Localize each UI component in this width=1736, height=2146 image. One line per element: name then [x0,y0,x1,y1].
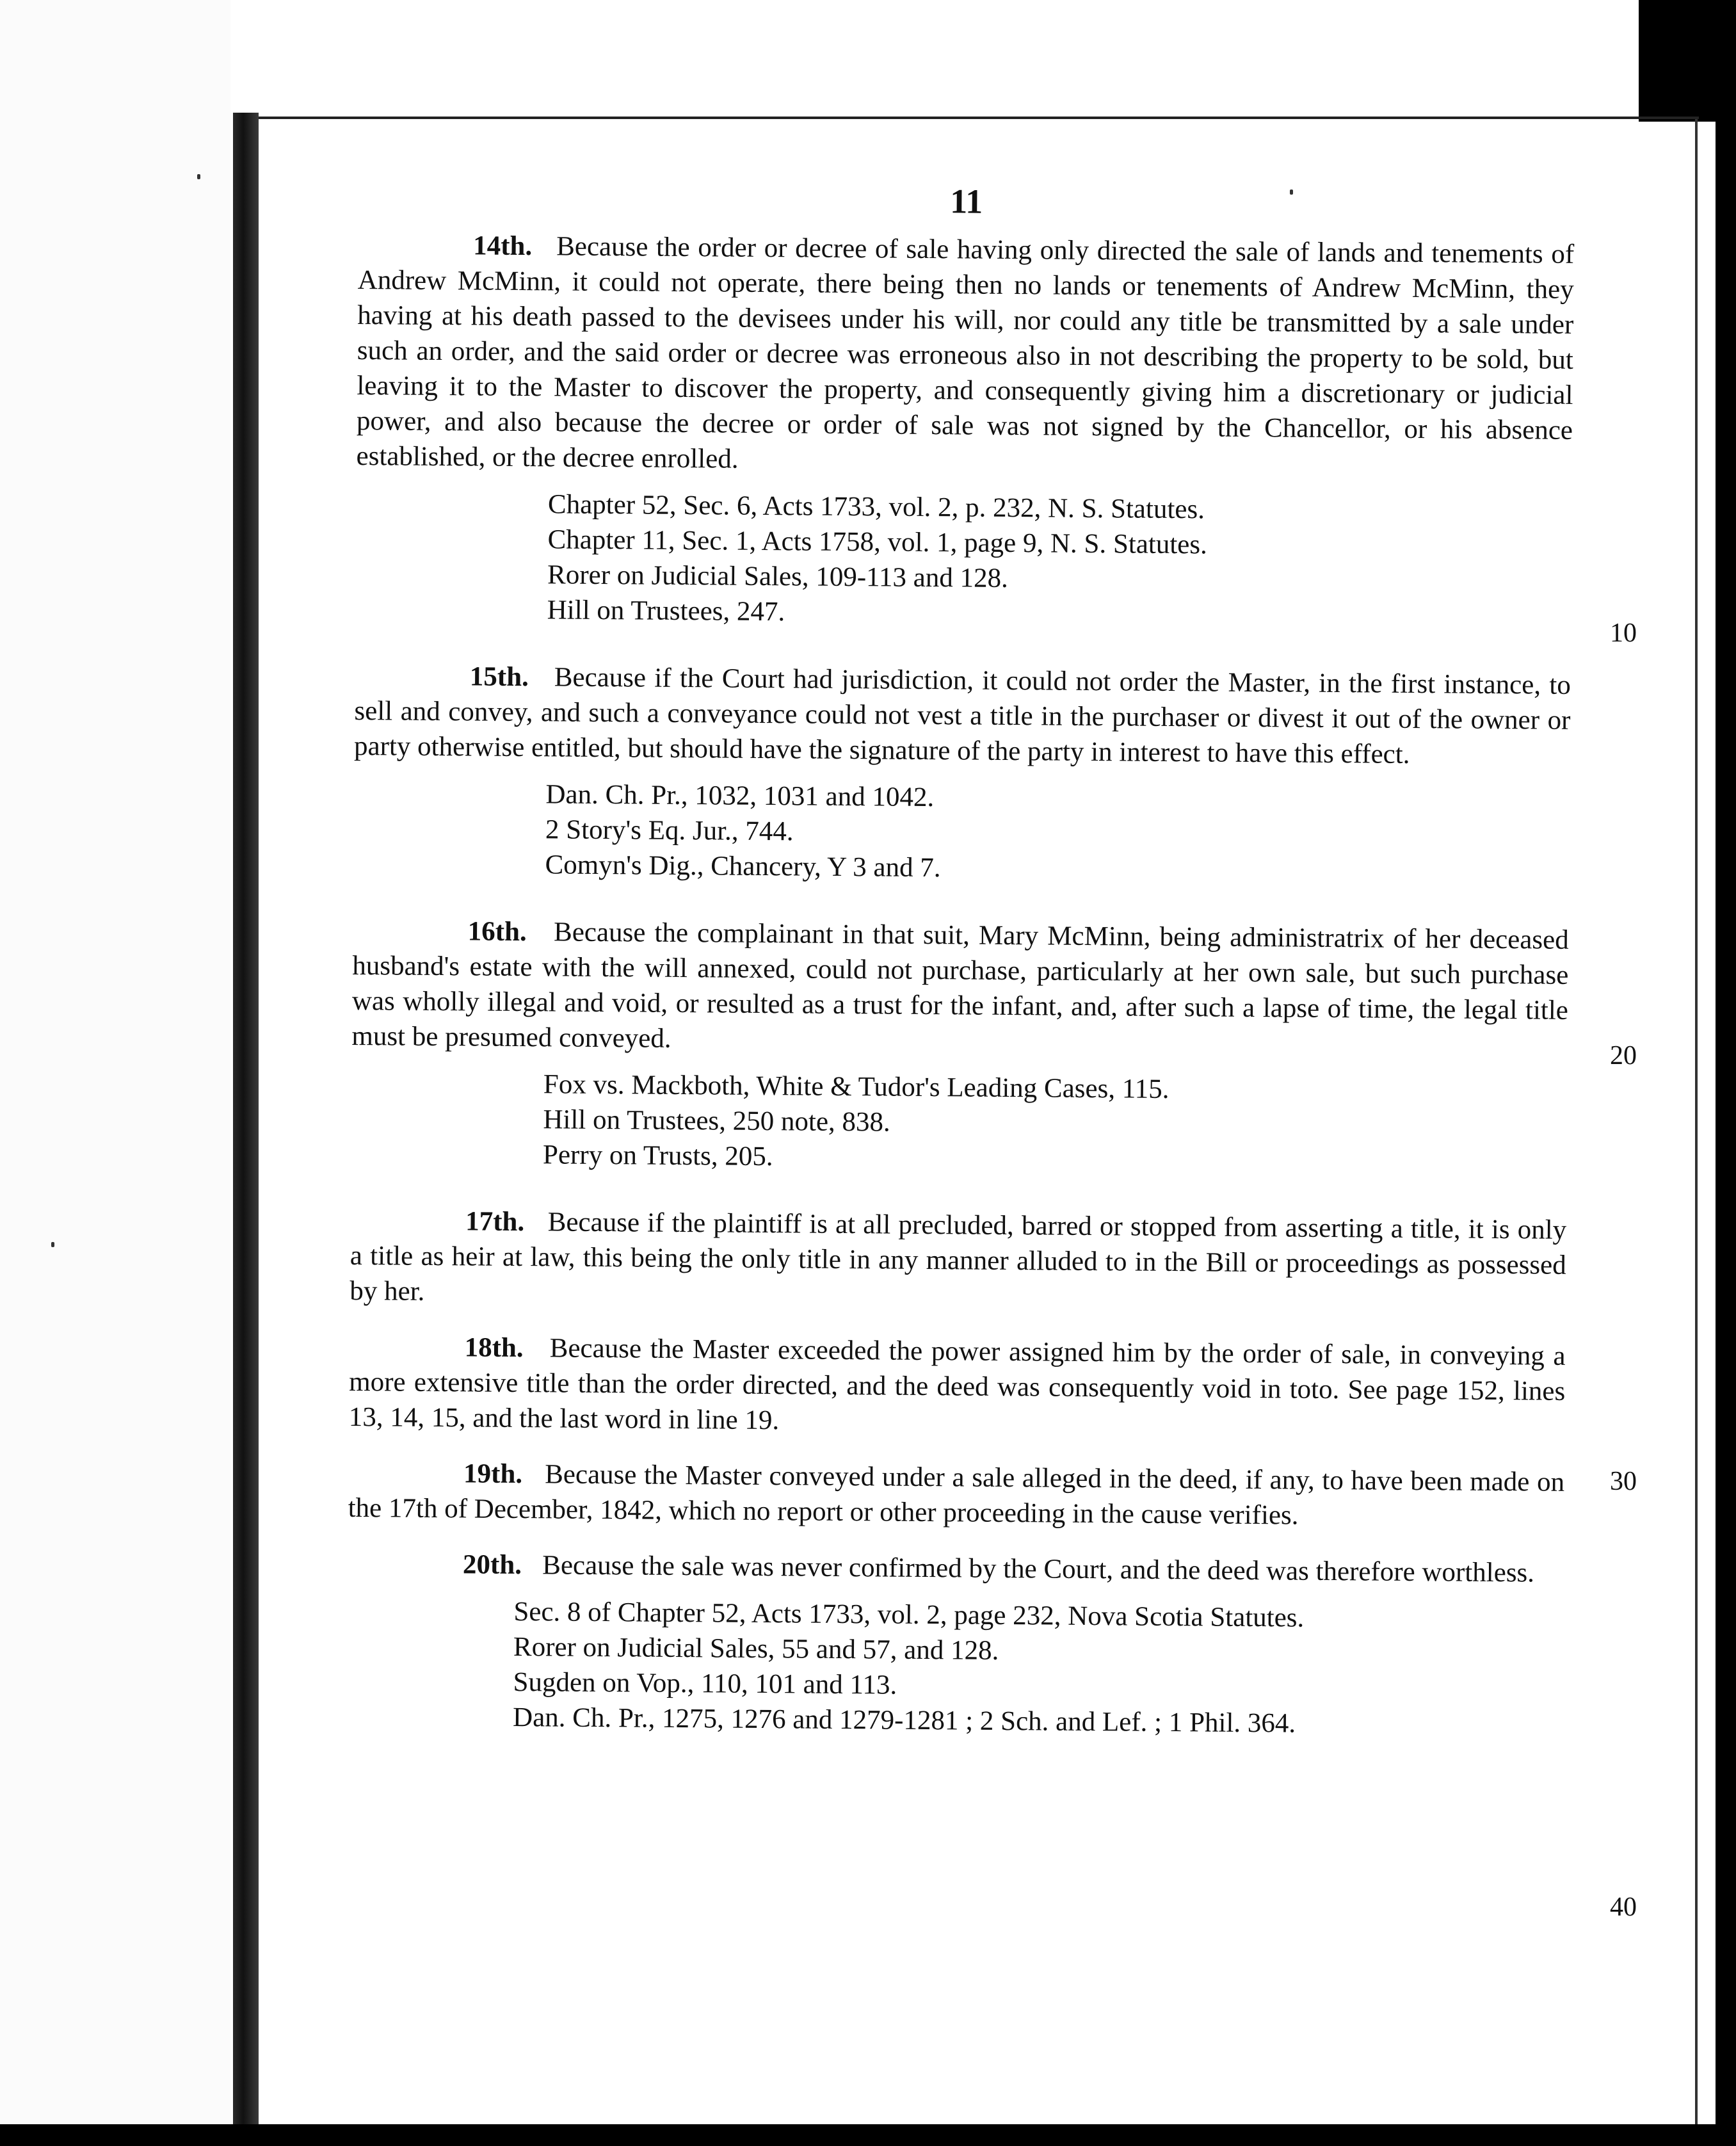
citation: Hill on Trustees, 250 note, 838. [543,1104,890,1138]
clause-number: 19th. [463,1458,523,1490]
page-body [346,179,1575,1775]
citation: Chapter 11, Sec. 1, Acts 1758, vol. 1, page 9, N. S. Statutes. [547,524,1208,560]
scan-border-right [1716,0,1736,2146]
clause-number: 17th. [465,1206,525,1238]
clause-text: Because the order or decree of sale having only directed the sale of lands and tenements of Andrew McMinn, it could not operate, there being then no lands or tenements of Andrew McMinn, they having at his death passed to the devisees under his will, nor could any title be transmitted by a sale under such an order, and the said order or decree was erroneous also in not describing the property to be sold, but leaving it to the Master to discover the property, and consequently giving him a discretionary or judicial power, and also because the decree or order of sale was not signed by the Chancellor, or his absence established, or the decree enrolled. [356,231,1575,474]
citation: Comyn's Dig., Chancery, Y 3 and 7. [545,850,941,883]
citation-block [348,1537,1564,1547]
scan-border-corner [1639,0,1736,122]
citation: Sec. 8 of Chapter 52, Acts 1733, vol. 2, page 232, Nova Scotia Statutes. [513,1596,1305,1633]
clause-text: Because the Master exceeded the power assigned him by the order of sale, in conveying a more extensive title than the order directed, and the deed was consequently void in toto. See page 152, lines 13, 14, 15, and the last word in line 19. [348,1333,1566,1436]
citation: Rorer on Judicial Sales, 109-113 and 128. [547,560,1009,593]
clause-paragraph [348,1546,1564,1591]
clause-number: 15th. [469,661,529,693]
citation: Perry on Trusts, 205. [542,1140,773,1172]
citation-block [346,1593,1564,1743]
clause-number: 18th. [464,1332,524,1364]
clause-number: 14th. [473,230,533,262]
clause-number: 16th. [467,916,527,948]
page-number: 11 [950,182,983,221]
citation-block [355,485,1573,636]
clause-number: 20th. [462,1549,522,1581]
clause-paragraph [351,913,1569,1063]
citation-block [350,1320,1566,1330]
citation: Sugden on Vop., 110, 101 and 113. [513,1666,897,1700]
scan-border-bottom [0,2124,1736,2146]
clause-paragraph [354,658,1571,773]
citation: Dan. Ch. Pr., 1032, 1031 and 1042. [545,779,935,813]
citation: Chapter 52, Sec. 6, Acts 1733, vol. 2, p. 232, N. S. Statutes. [547,489,1205,525]
citation: Dan. Ch. Pr., 1275, 1276 and 1279-1281 ; 2 Sch. and Lef. ; 1 Phil. 364. [512,1702,1296,1739]
citation: 2 Story's Eq. Jur., 744. [545,814,794,847]
scan-speck [197,174,200,179]
line-number: 40 [1610,1892,1637,1922]
book-spine [233,113,259,2124]
line-number: 20 [1610,1041,1637,1070]
paragraph-list [346,227,1574,1743]
citation-block [348,1446,1564,1456]
citation: Fox vs. Mackboth, White & Tudor's Leading Cases, 115. [543,1069,1169,1104]
line-number: 10 [1610,618,1637,648]
clause-paragraph [349,1329,1566,1444]
clause-paragraph [356,227,1574,483]
citation-block [353,775,1570,891]
page-right-edge [1695,119,1698,2124]
clause-text: Because the Master conveyed under a sale alleged in the deed, if any, to have been made on the 17th of December, 1842, which no report or other proceeding in the cause verifies. [348,1459,1565,1531]
clause-text: Because the sale was never confirmed by the Court, and the deed was therefore worthless. [542,1550,1535,1588]
clause-text: Because if the Court had jurisdiction, it could not order the Master, in the first instance, to sell and convey, and such a conveyance could not vest a title in the purchaser or divest it out of the owner or party otherwise entitled, but should have the signature of the party in interest to have this effect. [353,662,1571,770]
clause-paragraph [350,1203,1566,1318]
clause-text: Because if the plaintiff is at all precluded, barred or stopped from asserting a title, it is only a title as heir at law, this being the only title in any manner alluded to in the Bill or proceedings as possessed by her. [350,1207,1567,1307]
citation: Hill on Trustees, 247. [547,595,785,627]
citation: Rorer on Judicial Sales, 55 and 57, and 128. [513,1631,999,1666]
clause-paragraph [348,1455,1564,1535]
scan-speck [51,1242,54,1247]
page-top-edge [259,117,1699,119]
facing-page [0,0,230,2124]
clause-text: Because the complainant in that suit, Mary McMinn, being administratrix of her deceased husband's estate with the will annexed, could not purchase, particularly at her own sale, but such purchase was wholly illegal and void, or resulted as a trust for the infant, and, after such a lapse of time, the legal title must be presumed conveyed. [351,917,1569,1054]
line-number: 30 [1610,1467,1637,1496]
citation-block [351,1065,1568,1181]
